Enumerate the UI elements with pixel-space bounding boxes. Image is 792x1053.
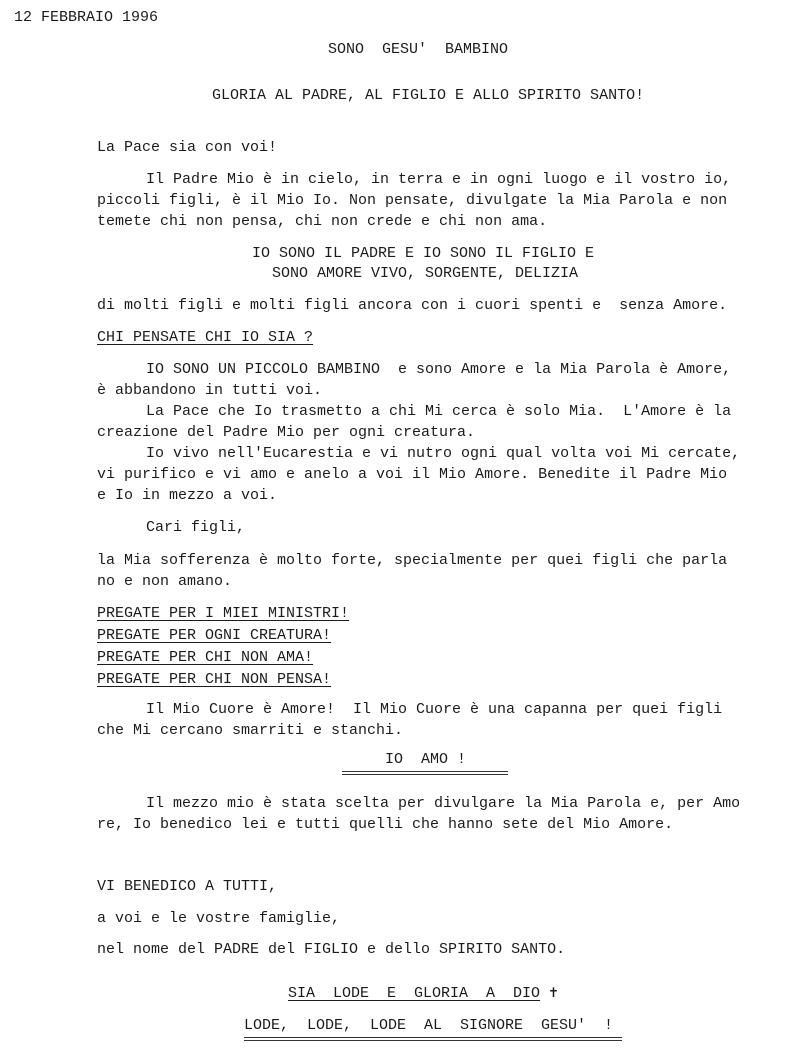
centered-line-2: SONO AMORE VIVO, SORGENTE, DELIZIA	[272, 265, 579, 282]
prayer-1: PREGATE PER I MIEI MINISTRI!	[97, 605, 350, 622]
paragraph-1-line-3: temete chi non pensa, chi non crede e chi non ama.	[97, 213, 548, 230]
closing-praise-text: SIA LODE E GLORIA A DIO	[288, 985, 541, 1002]
paragraph-6-line-1: Il mezzo mio è stata scelta per divulgare la Mia Parola e, per Amo	[146, 795, 741, 812]
prayer-3: PREGATE PER CHI NON AMA!	[97, 649, 314, 666]
cross-icon: ✝	[549, 985, 559, 1002]
paragraph-1-line-2: piccoli figli, è il Mio Io. Non pensate, divulgate la Mia Parola e non	[97, 192, 728, 209]
paragraph-5-line-2: che Mi cercano smarriti e stanchi.	[97, 722, 404, 739]
paragraph-3-line-7: e Io in mezzo a voi.	[97, 487, 278, 504]
final-praise-line: LODE, LODE, LODE AL SIGNORE GESU' !	[244, 1017, 614, 1034]
closing-praise-line	[288, 984, 558, 1004]
paragraph-4-line-1: la Mia sofferenza è molto forte, specialmente per quei figli che parla	[97, 552, 728, 569]
double-underline-divider	[342, 771, 508, 775]
paragraph-4-line-2: no e non amano.	[97, 573, 233, 590]
paragraph-3-line-4: creazione del Padre Mio per ogni creatura.	[97, 424, 476, 441]
title: SONO GESU' BAMBINO	[328, 41, 509, 58]
centered-line-1: IO SONO IL PADRE E IO SONO IL FIGLIO E	[252, 245, 595, 262]
subtitle: GLORIA AL PADRE, AL FIGLIO E ALLO SPIRITO SANTO!	[212, 87, 645, 104]
paragraph-6-line-2: re, Io benedico lei e tutti quelli che hanno sete del Mio Amore.	[97, 816, 674, 833]
greeting: La Pace sia con voi!	[97, 139, 278, 156]
paragraph-1-line-1: Il Padre Mio è in cielo, in terra e in ogni luogo e il vostro io,	[146, 171, 732, 188]
blessing-line-2: a voi e le vostre famiglie,	[97, 910, 341, 927]
paragraph-3-line-5: Io vivo nell'Eucarestia e vi nutro ogni qual volta voi Mi cercate,	[146, 445, 741, 462]
paragraph-3-line-1: IO SONO UN PICCOLO BAMBINO e sono Amore e la Mia Parola è Amore,	[146, 361, 732, 378]
paragraph-3-line-6: vi purifico e vi amo e anelo a voi il Mio Amore. Benedite il Padre Mio	[97, 466, 728, 483]
question-heading: CHI PENSATE CHI IO SIA ?	[97, 329, 314, 346]
paragraph-3-line-2: è abbandono in tutti voi.	[97, 382, 323, 399]
final-double-underline	[244, 1037, 622, 1041]
prayer-2: PREGATE PER OGNI CREATURA!	[97, 627, 332, 644]
salutation: Cari figli,	[146, 519, 246, 536]
blessing-line-3: nel nome del PADRE del FIGLIO e dello SPIRITO SANTO.	[97, 941, 566, 958]
paragraph-5-line-1: Il Mio Cuore è Amore! Il Mio Cuore è una capanna per quei figli	[146, 701, 723, 718]
date: 12 FEBBRAIO 1996	[14, 9, 159, 26]
io-amo-heading: IO AMO !	[385, 751, 467, 768]
blessing-line-1: VI BENEDICO A TUTTI,	[97, 878, 278, 895]
paragraph-2: di molti figli e molti figli ancora con i cuori spenti e senza Amore.	[97, 297, 728, 314]
paragraph-3-line-3: La Pace che Io trasmetto a chi Mi cerca è solo Mia. L'Amore è la	[146, 403, 732, 420]
prayer-4: PREGATE PER CHI NON PENSA!	[97, 671, 332, 688]
